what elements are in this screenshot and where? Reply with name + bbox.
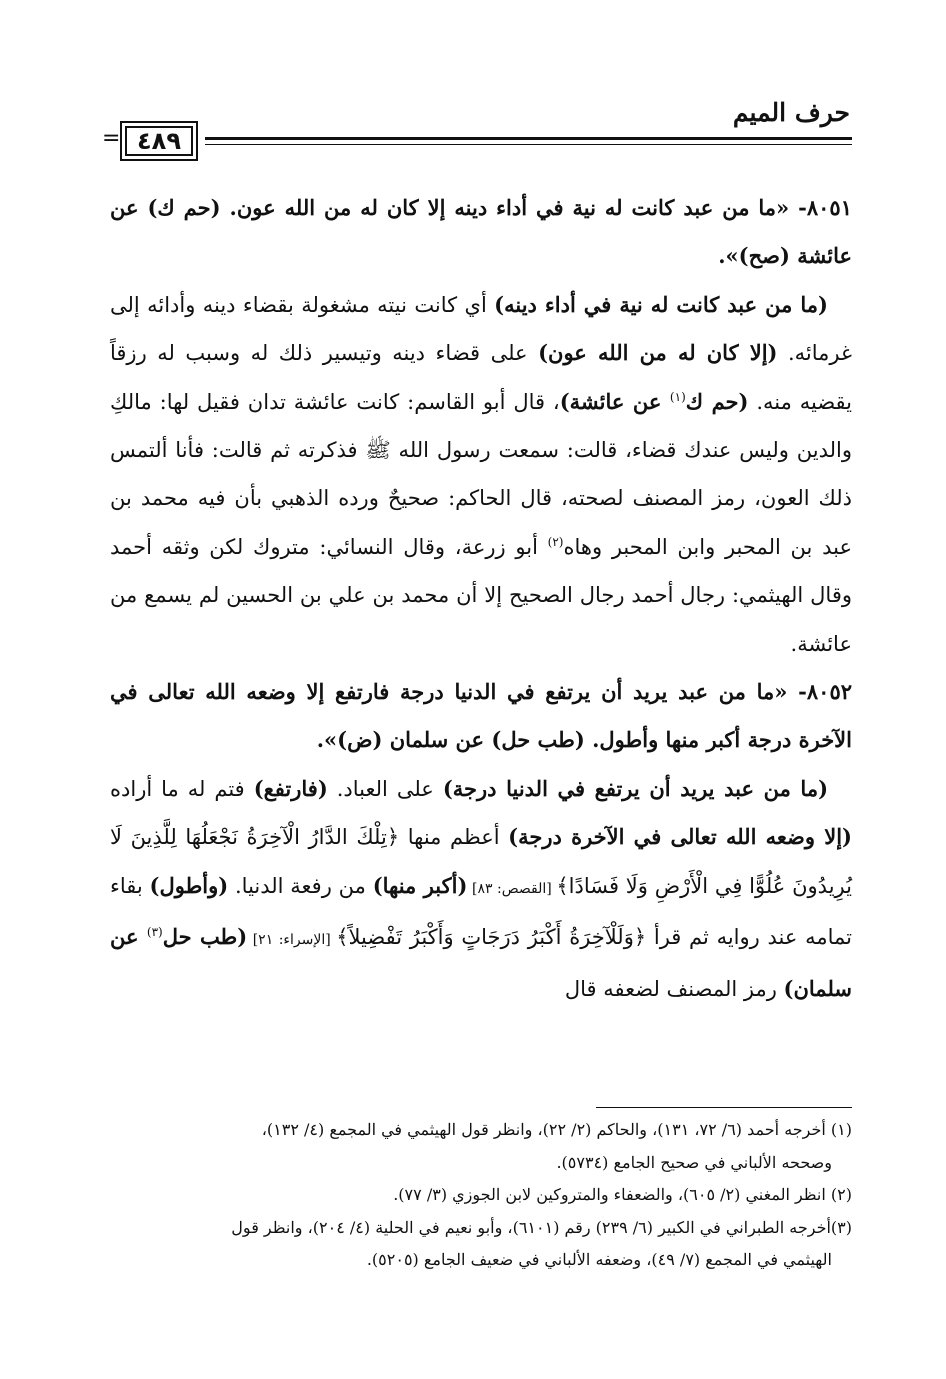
commentary-text: أبو زرعة، وقال النسائي: متروك لكن وثقه أحمد وقال الهيثمي: رجال أحمد رجال الصحيح إلا أن محمد بن علي بن الحسين لم يسمع من عائشة. xyxy=(110,534,852,656)
commentary-paragraph xyxy=(110,281,852,668)
hadith-entry xyxy=(110,184,852,281)
quoted-phrase: (طب حل xyxy=(162,924,248,950)
hadith-text: «ما من عبد يريد أن يرتفع في الدنيا درجة فارتفع إلا وضعه الله تعالى في الآخرة درجة أكبر منها وأطول. (طب حل) عن سلمان (ض)». xyxy=(110,679,852,753)
running-head: حرف الميم xyxy=(732,98,850,127)
quoted-phrase: عن عائشة) xyxy=(559,388,670,414)
hadith-text: «ما من عبد كانت له نية في أداء دينه إلا كان له من الله عون. (حم ك) عن عائشة (صح)». xyxy=(110,195,852,269)
footnote-continuation: وصححه الألباني في صحيح الجامع (٥٧٣٤). xyxy=(556,1152,832,1172)
footnote-separator xyxy=(596,1107,852,1108)
footnote-marker[interactable]: (٣) xyxy=(146,925,163,940)
quoted-phrase: (ما من عبد يريد أن يرتفع في الدنيا درجة) xyxy=(442,775,829,801)
commentary-text: ، قال أبو القاسم: كانت عائشة تدان فقيل لها: مالكِ والدين وليس عندك قضاء، قالت: سمعت رسول الله ﷺ فذكرته ثم قالت: فأنا ألتمس ذلك العون، رمز المصنف لصحته، قال الحاكم: صحيحٌ ورده الذهبي بأن فيه محمد بن عبد بن المحبر وابن المحبر وهاه xyxy=(110,389,852,559)
footnote: (٢) انظر المغني (٢/ ٦٠٥)، والضعفاء والمتروكين لابن الجوزي (٣/ ٧٧). xyxy=(393,1185,852,1204)
commentary-text: رمز المصنف لضعفه قال xyxy=(564,976,784,1001)
header-rule-thin xyxy=(205,144,852,145)
quoted-phrase: (حم ك xyxy=(685,388,749,414)
commentary-text: فتم له ما أراده xyxy=(110,776,254,801)
quran-verse: ﴿وَلَلْآخِرَةُ أَكْبَرُ دَرَجَاتٍ وَأَكْبَرُ تَفْضِيلاً﴾ xyxy=(336,925,647,950)
footnote-marker[interactable]: (٢) xyxy=(547,534,564,549)
commentary-text: على قضاء دينه وتيسير ذلك له وسبب له رزقاً يقضيه منه. xyxy=(110,341,853,414)
commentary-text: من رفعة الدنيا. xyxy=(228,873,373,898)
footnote: (٣)أخرجه الطبراني في الكبير (٦/ ٢٣٩) رقم (٦١٠١)، وأبو نعيم في الحلية (٤/ ٢٠٤)، وانظر قول xyxy=(231,1217,852,1237)
hadith-entry xyxy=(110,668,852,765)
quoted-phrase: (أكبر منها) xyxy=(372,872,468,898)
entry-number: ٨٠٥١- xyxy=(798,195,852,220)
quoted-phrase: (إلا وضعه الله تعالى في الآخرة درجة) xyxy=(508,824,852,850)
main-text xyxy=(110,184,852,1013)
commentary-text: بقاء تمامه عند روايه ثم قرأ xyxy=(110,873,852,950)
commentary-text: أعظم منها xyxy=(399,825,509,850)
header-ornament: = xyxy=(102,126,121,151)
verse-reference: [القصص: ٨٣] xyxy=(467,880,557,897)
page-number: ٤٨٩ xyxy=(137,127,181,155)
entry-number: ٨٠٥٢- xyxy=(798,679,853,705)
page-number-box xyxy=(120,121,198,161)
header-rule xyxy=(205,137,852,140)
footnote-continuation: الهيثمي في المجمع (٧/ ٤٩)، وضعفه الألباني في ضعيف الجامع (٥٢٠٥). xyxy=(366,1250,832,1269)
commentary-text: على العباد. xyxy=(327,776,443,801)
footnote-marker[interactable]: (١) xyxy=(669,389,686,404)
quoted-phrase: (وأطول) xyxy=(149,872,229,898)
quoted-phrase: (فارتفع) xyxy=(253,775,328,801)
quoted-phrase: (إلا كان له من الله عون) xyxy=(538,340,778,366)
footnotes xyxy=(110,1114,852,1277)
quoted-phrase: عن سلمان) xyxy=(110,924,852,1001)
commentary-paragraph xyxy=(110,765,852,1013)
verse-reference: [الإسراء: ٢١] xyxy=(247,932,337,949)
quran-verse: ﴿تِلْكَ الدَّارُ الْآخِرَةُ نَجْعَلُهَا لِلَّذِينَ لَا يُرِيدُونَ عُلُوًّا فِي الْأَرْضِ وَلَا فَسَادًا﴾ xyxy=(110,825,852,898)
commentary-text: أي كانت نيته مشغولة بقضاء دينه وأدائه إلى غرمائه. xyxy=(110,292,852,366)
quoted-phrase: (ما من عبد كانت له نية في أداء دينه) xyxy=(494,291,828,317)
footnote: (١) أخرجه أحمد (٦/ ٧٢، ١٣١)، والحاكم (٢/ ٢٢)، وانظر قول الهيثمي في المجمع (٤/ ١٣٢)، xyxy=(261,1120,852,1139)
